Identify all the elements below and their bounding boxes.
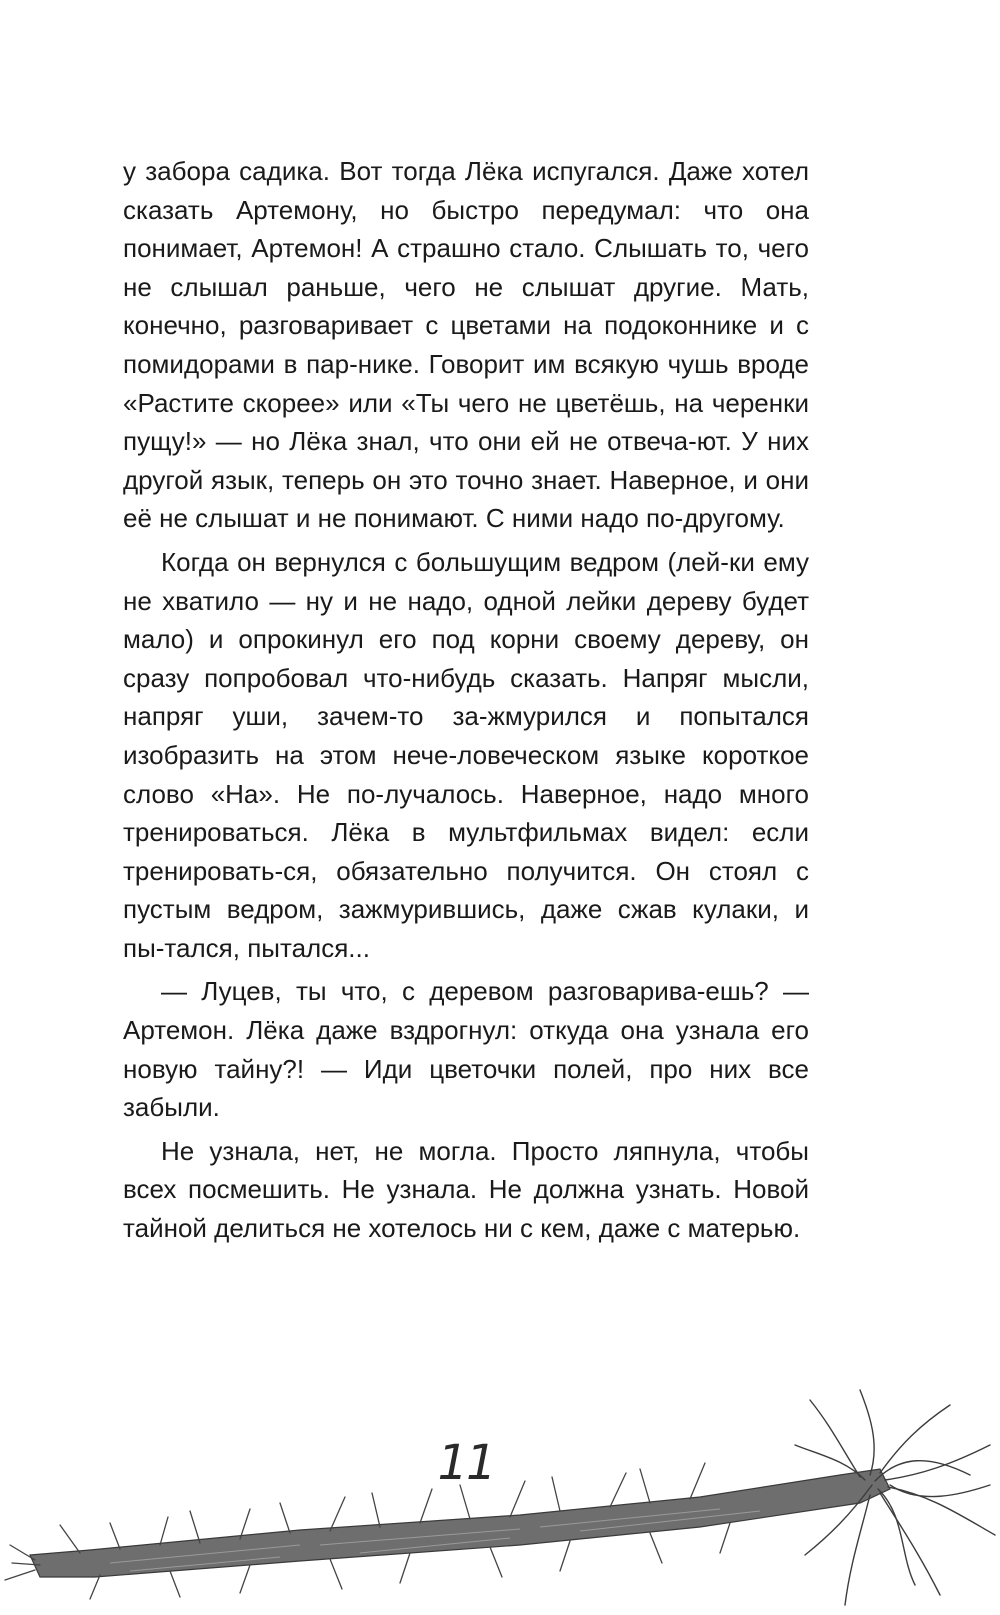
body-text	[123, 152, 809, 1248]
page-number: 11	[437, 1435, 495, 1491]
branch-illustration	[0, 1385, 1000, 1615]
paragraph: Когда он вернулся с большущим ведром (лей-ки ему не хватило — ну и не надо, одной лейки дереву будет мало) и опрокинул его под корни своему дереву, он сразу попробовал что-нибудь сказать. Напряг мысли, напряг уши, зачем-то за-жмурился и попытался изобразить на этом нече-ловеческом языке короткое слово «На». Не по-лучалось. Наверное, надо много тренироваться. Лёка в мультфильмах видел: если тренировать-ся, обязательно получится. Он стоял с пустым ведром, зажмурившись, даже сжав кулаки, и пы-тался, пытался...	[123, 546, 809, 963]
paragraph: Не узнала, нет, не могла. Просто ляпнула, чтобы всех посмешить. Не узнала. Не должна узнать. Новой тайной делиться не хотелось ни с кем, даже с матерью.	[123, 1135, 809, 1244]
paragraph-dialogue: — Луцев, ты что, с деревом разговарива-ешь? — Артемон. Лёка даже вздрогнул: откуда она узнала его новую тайну?! — Иди цветочки полей, про них все забыли.	[123, 976, 809, 1123]
paragraph-continued: у забора садика. Вот тогда Лёка испугался. Даже хотел сказать Артемону, но быстро передумал: что она понимает, Артемон! А страшно стало. Слышать то, чего не слышал раньше, чего не слышат другие. Мать, конечно, разговаривает с цветами на подоконнике и с помидорами в пар-нике. Говорит им всякую чушь вроде «Растите скорее» или «Ты чего не цветёшь, на черенки пущу!» — но Лёка знал, что они ей не отвеча-ют. У них другой язык, теперь он это точно знает. Наверное, и они её не слышат и не понимают. С ними надо по-другому.	[123, 156, 809, 534]
